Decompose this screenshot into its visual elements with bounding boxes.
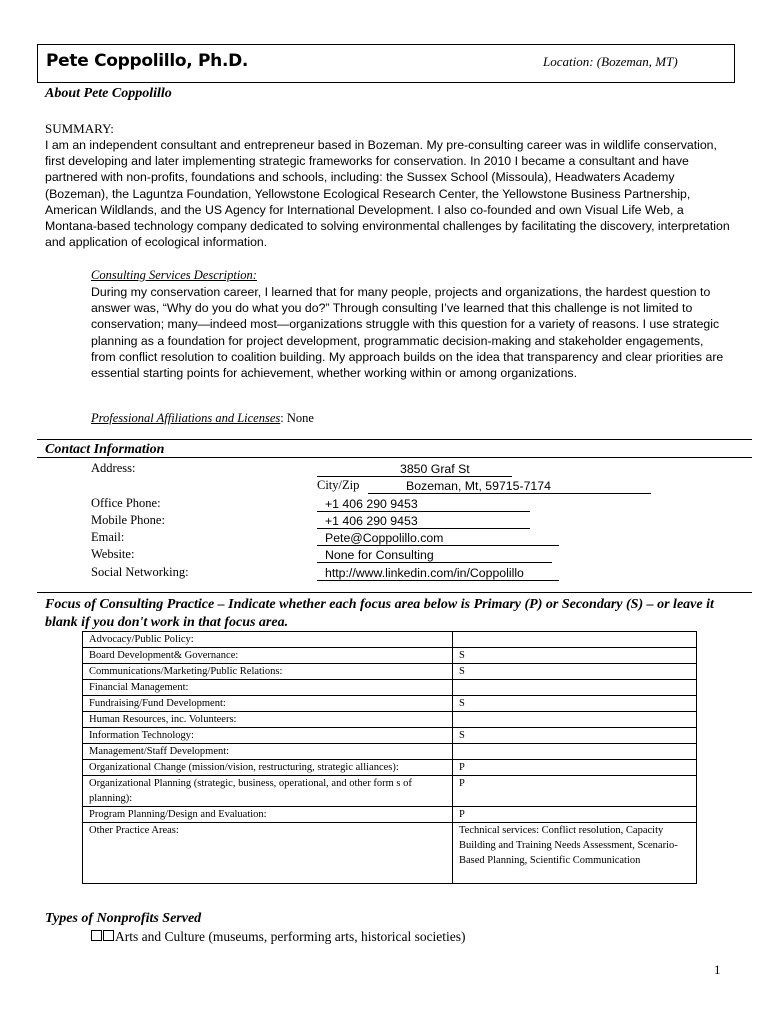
focus-area-value[interactable] [453,744,697,760]
types-heading: Types of Nonprofits Served [45,911,202,926]
focus-table [82,631,697,884]
focus-area-label: Organizational Change (mission/vision, restructuring, strategic alliances): [83,760,453,776]
table-row [83,648,697,664]
focus-area-label: Organizational Planning (strategic, business, operational, and other form s of planning): [83,776,453,807]
table-row [83,776,697,807]
focus-area-value[interactable]: P [453,760,697,776]
website-value: None for Consulting [317,547,552,563]
address-value: 3850 Graf St [317,461,512,477]
focus-area-label: Program Planning/Design and Evaluation: [83,807,453,823]
office-phone-label: Office Phone: [91,496,161,510]
social-networking-label: Social Networking: [91,565,189,579]
focus-area-value[interactable]: P [453,807,697,823]
cityzip-value: Bozeman, Mt, 59715-7174 [368,478,651,494]
focus-area-label: Advocacy/Public Policy: [83,632,453,648]
summary-text: I am an independent consultant and entrepreneur based in Bozeman. My pre-consulting career was in wildlife conservation, first developing and later implementing strategic frameworks for conservation. In 2010 I became a consultant and have partnered with non-profits, foundations and schools, including: the Sussex School (Missoula), Headwaters Academy (Bozeman), the Laguntza Foundation, Yellowstone Ecological Research Center, the Yellowstone Business Partnership, American Wildlands, and the US Agency for International Development. I also co-founded and own Visual Life Web, a Montana-based technology company dedicated to solving environmental challenges by facilitating the discovery, interpretation and application of ecological information. [45,138,730,250]
consulting-services-text: During my conservation career, I learned that for many people, projects and organizations, the hardest question to answer was, “Why do you do what you do?” Through consulting I’ve learned that this challenge is not limited to conservation; many—indeed most—organizations struggle with this question for a variety of reasons. I use strategic planning as a foundation for project development, programmatic decision-making and stakeholder engagements, from conflict resolution to coalition building. My approach builds on the idea that transparency and clear priorities are essential starting points for achievement, whether working within or among organizations. [91,285,724,381]
affiliations [91,411,314,426]
focus-area-value[interactable]: S [453,664,697,680]
website-label: Website: [91,547,135,561]
table-row [83,823,697,884]
table-row [83,696,697,712]
header-box [37,44,735,83]
focus-area-value[interactable] [453,680,697,696]
focus-area-label: Management/Staff Development: [83,744,453,760]
section-divider [37,439,752,440]
focus-area-label: Fundraising/Fund Development: [83,696,453,712]
focus-area-label: Human Resources, inc. Volunteers: [83,712,453,728]
table-row [83,664,697,680]
checkbox-icon[interactable] [91,930,102,941]
type-item-arts-culture [91,929,466,945]
section-divider [37,592,752,593]
table-row [83,632,697,648]
table-row [83,807,697,823]
office-phone-value: +1 406 290 9453 [317,496,530,512]
cityzip-label: City/Zip [317,478,360,492]
focus-area-value[interactable]: S [453,696,697,712]
focus-area-label: Board Development& Governance: [83,648,453,664]
address-label: Address: [91,461,136,475]
email-value: Pete@Coppolillo.com [317,530,559,546]
about-heading: About Pete Coppolillo [45,86,172,101]
table-row [83,680,697,696]
focus-area-label: Financial Management: [83,680,453,696]
affiliations-label: Professional Affiliations and Licenses [91,411,281,425]
type-item-label: Arts and Culture (museums, performing arts, historical societies) [115,929,466,944]
focus-area-value[interactable]: Technical services: Conflict resolution, Capacity Building and Training Needs Assessment, Scenario-Based Planning, Scientific Communication [453,823,697,884]
focus-area-value[interactable]: S [453,648,697,664]
focus-area-label: Communications/Marketing/Public Relations: [83,664,453,680]
focus-area-value[interactable]: P [453,776,697,807]
email-label: Email: [91,530,125,544]
mobile-phone-value: +1 406 290 9453 [317,513,530,529]
table-row [83,760,697,776]
table-row [83,728,697,744]
focus-heading: Focus of Consulting Practice – Indicate whether each focus area below is Primary (P) or Secondary (S) – or leave it blank if you don't work in that focus area. [45,597,714,630]
focus-area-value[interactable] [453,632,697,648]
consultant-name: Pete Coppolillo, Ph.D. [46,51,249,71]
focus-area-label: Other Practice Areas: [83,823,453,884]
focus-area-value[interactable] [453,712,697,728]
page-number: 1 [714,962,721,977]
summary-label: SUMMARY: [45,121,114,136]
focus-area-value[interactable]: S [453,728,697,744]
affiliations-value: : None [280,411,314,425]
table-row [83,744,697,760]
section-divider [37,457,752,458]
social-networking-value: http://www.linkedin.com/in/Coppolillo [317,565,559,581]
focus-area-label: Information Technology: [83,728,453,744]
consulting-services-heading: Consulting Services Description: [91,268,257,282]
mobile-phone-label: Mobile Phone: [91,513,165,527]
table-row [83,712,697,728]
contact-heading: Contact Information [45,442,165,457]
checkbox-icon[interactable] [103,930,114,941]
location: Location: (Bozeman, MT) [543,54,678,69]
